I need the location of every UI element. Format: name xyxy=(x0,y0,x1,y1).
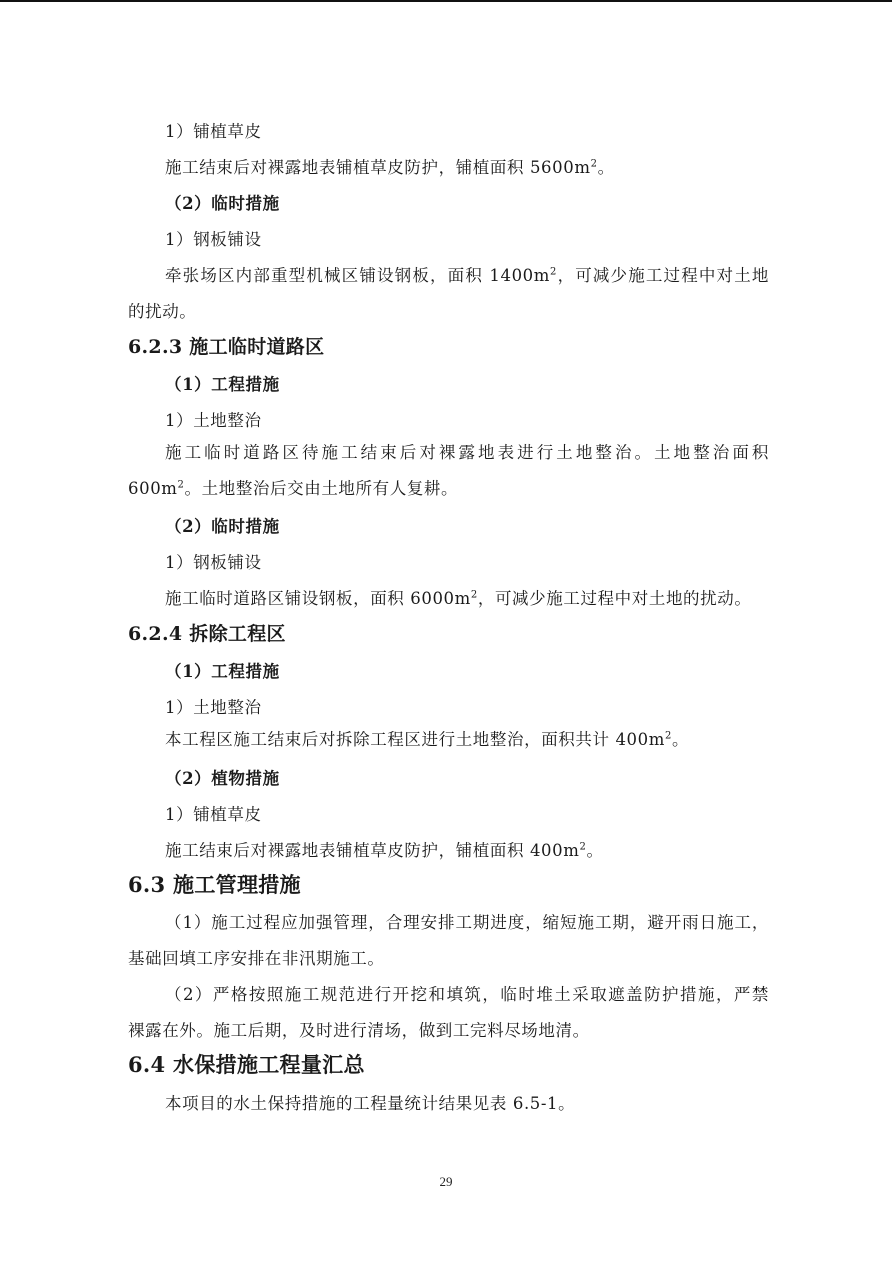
paragraph-continuation: 裸露在外。施工后期，及时进行清场，做到工完料尽场地清。 xyxy=(128,1021,590,1040)
paragraph-continuation: 基础回填工序安排在非汛期施工。 xyxy=(128,949,385,968)
paragraph-management-2: （2）严格按照施工规范进行开挖和填筑，临时堆土采取遮盖防护措施，严禁 xyxy=(165,985,769,1004)
superscript: 2 xyxy=(664,730,672,742)
list-item-land-remediation: 1）土地整治 xyxy=(165,698,262,717)
subheading-temporary-measures: （2）临时措施 xyxy=(165,194,280,213)
paragraph-continuation: 的扰动。 xyxy=(128,302,197,321)
subheading-plant-measures: （2）植物措施 xyxy=(165,769,280,788)
paragraph-turf-area xyxy=(165,158,615,178)
paragraph-management-1: （1）施工过程应加强管理，合理安排工期进度，缩短施工期，避开雨日施工， xyxy=(165,913,769,932)
subheading-engineering-measures: （1）工程措施 xyxy=(165,662,280,681)
list-item-lay-turf: 1）铺植草皮 xyxy=(165,122,262,141)
superscript: 2 xyxy=(579,841,587,853)
text-span: 本工程区施工结束后对拆除工程区进行土地整治，面积共计 400m xyxy=(165,730,665,749)
text-span: 施工结束后对裸露地表铺植草皮防护，铺植面积 400m xyxy=(165,841,580,860)
text-span: ，可减少施工过程中对土地的扰动。 xyxy=(477,589,752,608)
text-span: 施工结束后对裸露地表铺植草皮防护，铺植面积 5600m xyxy=(165,158,591,177)
section-heading-6-4: 6.4 水保措施工程量汇总 xyxy=(128,1052,365,1077)
text-span: 施工临时道路区铺设钢板，面积 6000m xyxy=(165,589,471,608)
text-span: 。 xyxy=(597,158,615,177)
text-span: 600m xyxy=(128,479,178,498)
section-heading-6-3: 6.3 施工管理措施 xyxy=(128,872,301,897)
paragraph-road-steel-plate xyxy=(165,589,751,609)
paragraph-demolition-remediation xyxy=(165,730,689,750)
superscript: 2 xyxy=(590,158,598,170)
subheading-temporary-measures: （2）临时措施 xyxy=(165,517,280,536)
list-item-land-remediation: 1）土地整治 xyxy=(165,411,262,430)
paragraph-summary-reference: 本项目的水土保持措施的工程量统计结果见表 6.5-1。 xyxy=(165,1094,576,1113)
list-item-steel-plate: 1）钢板铺设 xyxy=(165,230,262,249)
superscript: 2 xyxy=(177,479,185,491)
text-span: 。土地整治后交由土地所有人复耕。 xyxy=(184,479,459,498)
text-span: 。 xyxy=(586,841,604,860)
page-number: 29 xyxy=(439,1174,453,1189)
list-item-steel-plate: 1）钢板铺设 xyxy=(165,553,262,572)
paragraph-continuation xyxy=(128,479,458,499)
list-item-lay-turf: 1）铺植草皮 xyxy=(165,805,262,824)
paragraph-steel-plate xyxy=(165,266,769,286)
section-heading-6-2-3: 6.2.3 施工临时道路区 xyxy=(128,336,325,358)
paragraph-road-land-remediation: 施工临时道路区待施工结束后对裸露地表进行土地整治。土地整治面积 xyxy=(165,443,769,462)
text-span: 。 xyxy=(671,730,690,749)
text-span: ，可减少施工过程中对土地 xyxy=(557,266,769,285)
subheading-engineering-measures: （1）工程措施 xyxy=(165,375,280,394)
text-span: 牵张场区内部重型机械区铺设钢板，面积 1400m xyxy=(165,266,551,285)
section-heading-6-2-4: 6.2.4 拆除工程区 xyxy=(128,623,286,645)
superscript: 2 xyxy=(470,589,478,601)
superscript: 2 xyxy=(550,266,557,278)
paragraph-turf-area xyxy=(165,841,604,861)
